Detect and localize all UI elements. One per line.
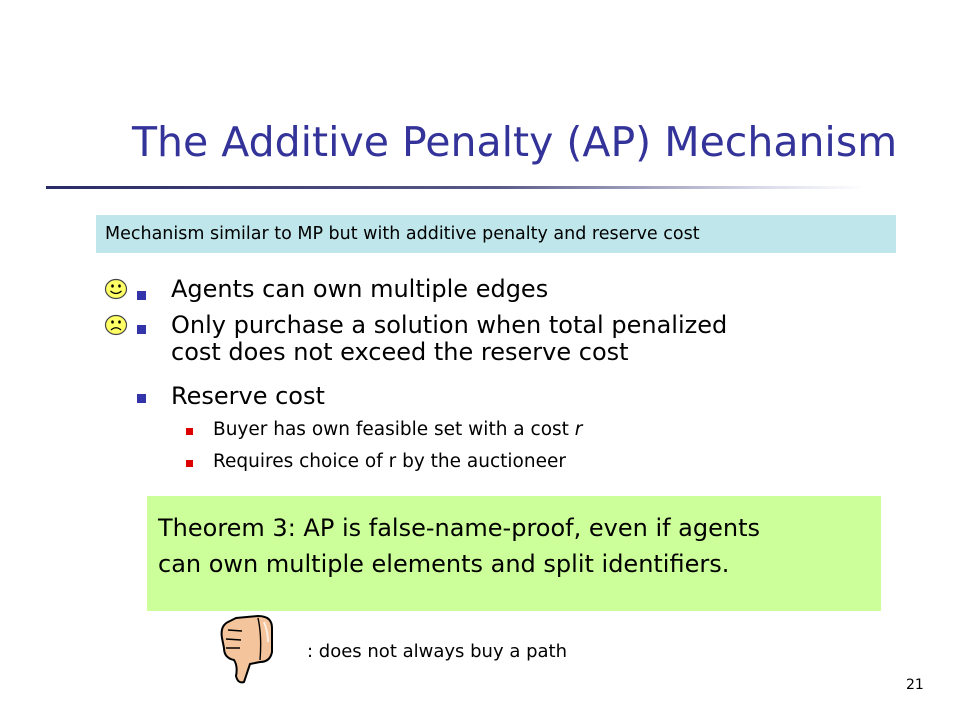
note-text: : does not always buy a path [307,641,568,662]
sub-bullet-marker [186,460,193,467]
summary-text: Mechanism similar to MP but with additive penalty and reserve cost [105,224,700,244]
theorem-line: can own multiple elements and split identifiers. [158,550,730,578]
sub-bullet-text: Buyer has own feasible set with a cost [213,419,575,440]
sub-bullet-marker [186,428,193,435]
bullet-item-line: cost does not exceed the reserve cost [171,338,629,366]
sub-bullet-item: Requires choice of r by the auctioneer [213,451,566,472]
theorem-line: Theorem 3: AP is false-name-proof, even if agents [158,514,761,542]
title-divider [46,186,866,189]
bullet-item-line: Only purchase a solution when total penalized [171,311,728,339]
sub-bullet-item [213,419,582,441]
bullet-item: Agents can own multiple edges [171,275,549,303]
smiley-icon [104,278,128,300]
summary-box [96,215,896,253]
thumbs-down-icon [214,612,278,686]
variable-r: r [574,419,583,440]
theorem-box [147,496,881,611]
slide-number: 21 [906,677,924,693]
frowny-icon [104,314,128,336]
bullet-item: Reserve cost [171,382,325,410]
bullet-marker [137,291,146,300]
slide-title: The Additive Penalty (AP) Mechanism [132,118,898,166]
bullet-marker [137,394,146,403]
bullet-marker [137,325,146,334]
